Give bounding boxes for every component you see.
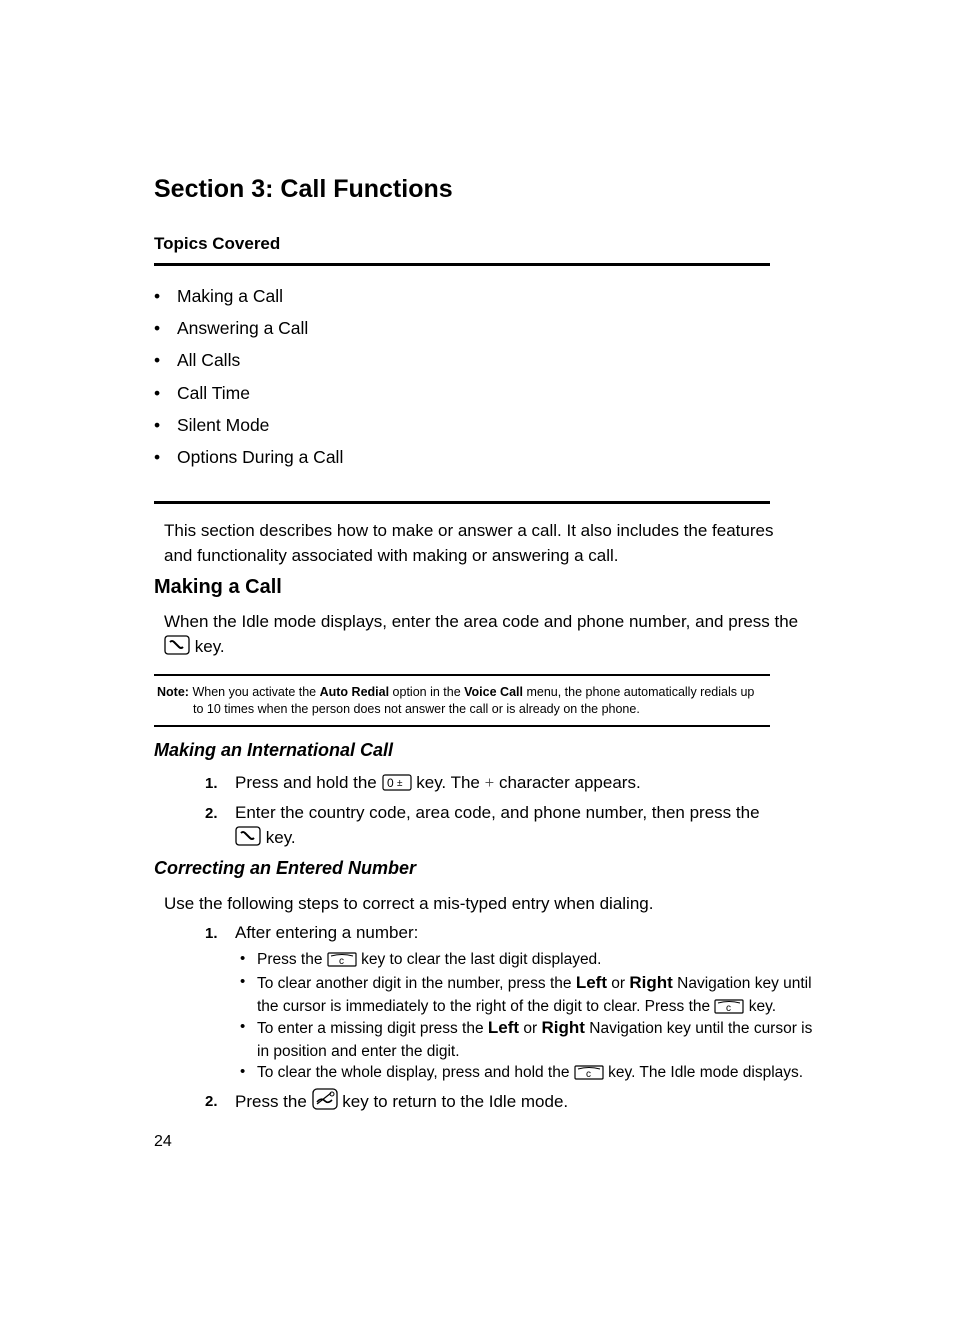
end-key-icon: [312, 1088, 338, 1117]
plus-character: +: [484, 773, 495, 792]
svg-text:c: c: [726, 1002, 732, 1014]
topic-item: [154, 383, 343, 415]
correcting-bullet-4: To clear the whole display, press and hold the c key. The Idle mode displays.: [257, 1062, 803, 1088]
step-number: 2.: [205, 805, 218, 822]
intro-line: This section describes how to make or answer a call. It also includes the features: [164, 521, 774, 540]
bullet-glyph: •: [154, 350, 161, 371]
note-bottom-rule: [154, 725, 770, 727]
clear-key-icon: [574, 1065, 604, 1088]
bullet-glyph: •: [154, 382, 161, 403]
page-number: 24: [154, 1133, 172, 1150]
international-step-2: Enter the country code, area code, and phone number, then press the key.: [235, 800, 760, 853]
topic-item: [154, 350, 343, 382]
topic-item: [154, 286, 343, 318]
intro-line: and functionality associated with making or answering a call.: [164, 546, 619, 565]
intro-paragraph: [164, 518, 773, 568]
auto-redial-term: Auto Redial: [319, 685, 390, 699]
bullet-glyph: •: [240, 950, 246, 967]
international-step-1: Press and hold the 0 ± key. The + character appears.: [235, 770, 641, 798]
section-title: Section 3: Call Functions: [154, 175, 453, 203]
correcting-intro: Use the following steps to correct a mis-typed entry when dialing.: [164, 894, 654, 913]
note-top-rule: [154, 674, 770, 676]
topic-label: Answering a Call: [177, 318, 309, 339]
topic-label: Making a Call: [177, 286, 284, 306]
bullet-glyph: •: [154, 318, 161, 339]
svg-text:c: c: [338, 956, 344, 967]
correcting-step-2: Press the key to return to the Idle mode.: [235, 1088, 568, 1117]
zero-plus-key-icon: [382, 773, 412, 798]
topic-item: [154, 447, 343, 479]
topic-item: [154, 318, 343, 350]
correcting-step-1: After entering a number:: [235, 923, 419, 942]
note-line: to 10 times when the person does not answer the call or is already on the phone.: [193, 701, 640, 716]
making-call-line: key.: [164, 634, 798, 662]
step-number: 1.: [205, 925, 218, 942]
bullet-glyph: •: [240, 1063, 246, 1080]
correcting-bullet-3: To enter a missing digit press the Left or Right Navigation key until the cursor is in position and enter the digit.: [257, 1018, 813, 1060]
note-block: [157, 684, 754, 717]
international-heading: Making an International Call: [154, 740, 394, 760]
voice-call-term: Voice Call: [464, 685, 523, 699]
correcting-bullet-2: To clear another digit in the number, press the Left or Right Navigation key until the cursor is immediately to the right of the digit to clear. Press the c key.: [257, 972, 812, 1021]
topic-label: All Calls: [177, 350, 241, 371]
step-number: 1.: [205, 775, 218, 792]
making-call-paragraph: [164, 609, 798, 662]
topic-item: [154, 415, 343, 447]
making-call-line: When the Idle mode displays, enter the area code and phone number, and press the: [164, 612, 799, 631]
topic-label: Options During a Call: [177, 446, 344, 467]
svg-text:c: c: [585, 1069, 591, 1080]
correcting-bullet-1: Press the c key to clear the last digit displayed.: [257, 949, 602, 975]
topics-list: [154, 286, 343, 479]
making-call-heading: Making a Call: [154, 576, 282, 598]
correcting-heading: Correcting an Entered Number: [154, 858, 417, 878]
bullet-glyph: •: [154, 414, 161, 435]
bullet-glyph: •: [154, 286, 161, 306]
bullet-glyph: •: [154, 446, 161, 467]
note-line: Note: When you activate the Auto Redial option in the Voice Call menu, the phone automatically redials up: [157, 685, 755, 699]
topic-label: Call Time: [177, 382, 250, 403]
note-label: Note:: [157, 685, 189, 699]
svg-text:±: ±: [396, 778, 402, 789]
topics-bottom-rule: [154, 501, 770, 504]
step-number: 2.: [205, 1093, 218, 1110]
bullet-glyph: •: [240, 973, 246, 990]
send-key-icon: [164, 635, 190, 662]
topics-heading: Topics Covered: [154, 234, 281, 253]
bullet-glyph: •: [240, 1018, 246, 1035]
topic-label: Silent Mode: [177, 414, 270, 435]
send-key-icon: [235, 826, 261, 853]
topics-top-rule: [154, 263, 770, 266]
svg-text:0: 0: [386, 776, 394, 790]
